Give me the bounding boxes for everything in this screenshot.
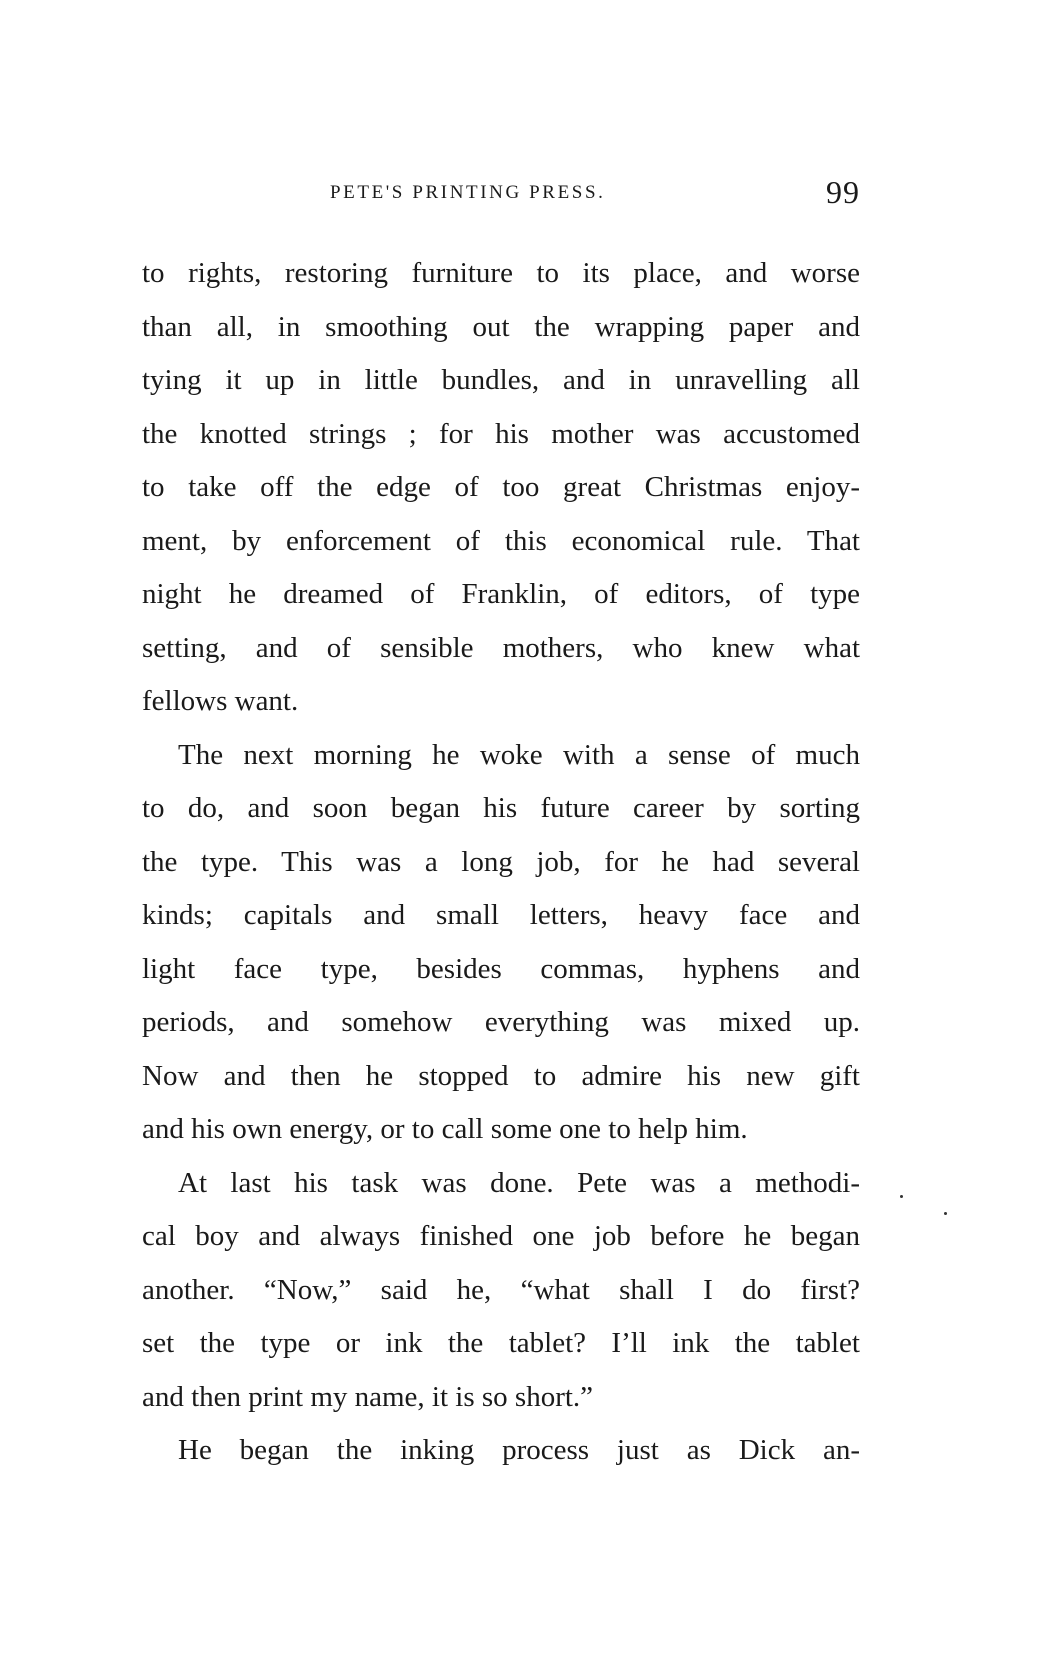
text-line: Now and then he stopped to admire his new gift: [142, 1059, 860, 1092]
text-line: ment, by enforcement of this economical rule. That: [142, 524, 860, 557]
text-line: and his own energy, or to call some one to help him.: [142, 1113, 748, 1145]
paragraph: [142, 247, 860, 729]
paragraph: [142, 729, 860, 1157]
text-line: The next morning he woke with a sense of much: [178, 738, 860, 771]
print-speck: [900, 1195, 903, 1198]
running-head: [140, 174, 860, 218]
text-line: and then print my name, it is so short.”: [142, 1380, 594, 1413]
text-line: cal boy and always finished one job before he began: [142, 1220, 860, 1252]
text-line: light face type, besides commas, hyphens and: [142, 952, 860, 985]
paragraph: [142, 1424, 860, 1478]
text-line: tying it up in little bundles, and in unravelling all: [142, 364, 860, 396]
text-line: the type. This was a long job, for he had several: [142, 845, 860, 878]
text-line: fellows want.: [142, 685, 299, 717]
page-number: 99: [826, 174, 860, 210]
text-line: to take off the edge of too great Christmas enjoy-: [142, 471, 860, 503]
text-line: another. “Now,” said he, “what shall I do first?: [142, 1273, 860, 1306]
text-line: than all, in smoothing out the wrapping paper and: [142, 310, 860, 343]
text-line: the knotted strings ; for his mother was accustomed: [142, 417, 860, 450]
paragraph: [142, 1157, 860, 1425]
text-line: At last his task was done. Pete was a methodi-: [178, 1166, 860, 1199]
text-line: periods, and somehow everything was mixed up.: [142, 1006, 860, 1038]
text-line: setting, and of sensible mothers, who knew what: [142, 631, 860, 664]
text-line: night he dreamed of Franklin, of editors, of type: [142, 578, 860, 610]
text-line: to rights, restoring furniture to its place, and worse: [142, 257, 860, 289]
text-line: kinds; capitals and small letters, heavy face and: [142, 899, 860, 931]
text-line: He began the inking process just as Dick an-: [178, 1434, 860, 1466]
body-text: [142, 247, 860, 1478]
text-line: to do, and soon began his future career by sorting: [142, 792, 860, 824]
print-speck: [944, 1212, 947, 1215]
text-line: set the type or ink the tablet? I’ll ink the tablet: [142, 1327, 860, 1359]
running-title: PETE'S PRINTING PRESS.: [330, 182, 606, 203]
